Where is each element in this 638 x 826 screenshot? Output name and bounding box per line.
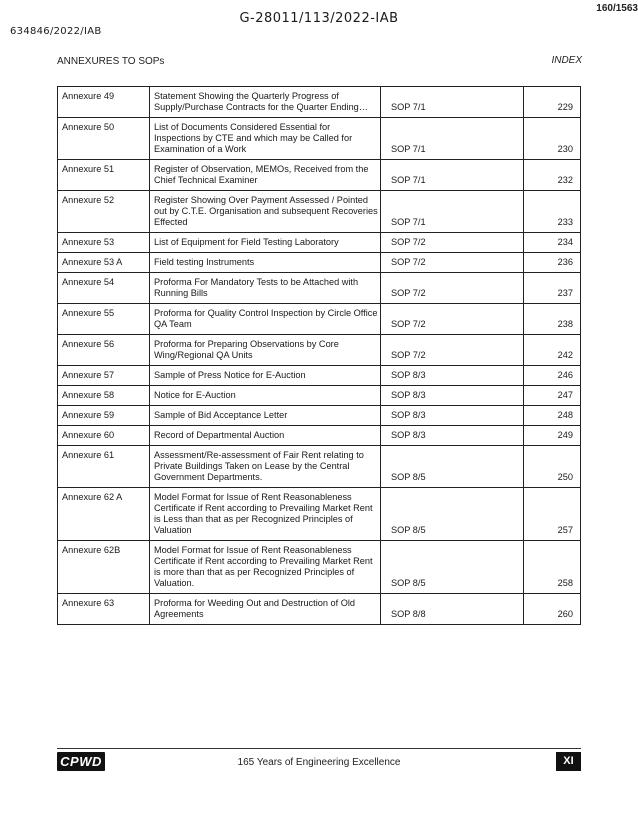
sop-reference: SOP 7/2 (381, 304, 524, 335)
table-row (58, 426, 581, 446)
annexure-number: Annexure 52 (58, 191, 150, 233)
table-row (58, 304, 581, 335)
table-row (58, 386, 581, 406)
table-row (58, 446, 581, 488)
section-title: ANNEXURES TO SOPs (57, 56, 165, 67)
annexure-title: Register of Observation, MEMOs, Received from the Chief Technical Examiner (150, 160, 381, 191)
annexure-title: Model Format for Issue of Rent Reasonableness Certificate if Rent according to Prevailing Market Rent is Less than that as per Recognized Principles of Valuation (150, 488, 381, 541)
annexure-title: Proforma for Weeding Out and Destruction of Old Agreements (150, 594, 381, 625)
page-number: 260 (524, 594, 581, 625)
sop-reference: SOP 7/1 (381, 118, 524, 160)
sop-reference: SOP 8/3 (381, 386, 524, 406)
annexure-title: Assessment/Re-assessment of Fair Rent relating to Private Buildings Taken on Lease by the Central Government Departments. (150, 446, 381, 488)
footer-divider (57, 748, 581, 749)
annexure-number: Annexure 62 A (58, 488, 150, 541)
sop-reference: SOP 7/2 (381, 253, 524, 273)
page-number: 248 (524, 406, 581, 426)
sop-reference: SOP 7/2 (381, 273, 524, 304)
table-row (58, 118, 581, 160)
annexure-number: Annexure 53 (58, 233, 150, 253)
annexure-title: List of Equipment for Field Testing Laboratory (150, 233, 381, 253)
file-number: G-28011/113/2022-IAB (239, 11, 399, 26)
annexure-title: Register Showing Over Payment Assessed / Pointed out by C.T.E. Organisation and subsequent Recoveries Effected (150, 191, 381, 233)
annexure-title: Statement Showing the Quarterly Progress of Supply/Purchase Contracts for the Quarter Ending… (150, 87, 381, 118)
page-number: 232 (524, 160, 581, 191)
page-number: 233 (524, 191, 581, 233)
page-number: 249 (524, 426, 581, 446)
annexure-number: Annexure 50 (58, 118, 150, 160)
sop-reference: SOP 8/5 (381, 446, 524, 488)
annexure-number: Annexure 49 (58, 87, 150, 118)
annexure-number: Annexure 58 (58, 386, 150, 406)
cpwd-logo: CPWD (57, 752, 105, 771)
sop-reference: SOP 8/3 (381, 406, 524, 426)
annexure-number: Annexure 60 (58, 426, 150, 446)
annexure-number: Annexure 54 (58, 273, 150, 304)
diary-number: 634846/2022/IAB (10, 26, 102, 37)
sop-reference: SOP 7/2 (381, 335, 524, 366)
sop-reference: SOP 7/1 (381, 191, 524, 233)
annexure-title: List of Documents Considered Essential for Inspections by CTE and which may be Called for Examination of a Work (150, 118, 381, 160)
annexure-number: Annexure 56 (58, 335, 150, 366)
annexure-title: Proforma For Mandatory Tests to be Attached with Running Bills (150, 273, 381, 304)
table-row (58, 488, 581, 541)
table-row (58, 406, 581, 426)
table-row (58, 366, 581, 386)
annexure-number: Annexure 53 A (58, 253, 150, 273)
page-number: 247 (524, 386, 581, 406)
page-number: 238 (524, 304, 581, 335)
table-row (58, 594, 581, 625)
table-row (58, 253, 581, 273)
annexure-title: Proforma for Quality Control Inspection by Circle Office QA Team (150, 304, 381, 335)
page-number: 230 (524, 118, 581, 160)
annexure-title: Proforma for Preparing Observations by Core Wing/Regional QA Units (150, 335, 381, 366)
page-number: 246 (524, 366, 581, 386)
annexure-title: Sample of Bid Acceptance Letter (150, 406, 381, 426)
annexure-number: Annexure 57 (58, 366, 150, 386)
annexure-title: Model Format for Issue of Rent Reasonableness Certificate if Rent according to Prevailing Market Rent is more than that as per Recognized Principles of Valuation. (150, 541, 381, 594)
roman-page-number: XI (556, 752, 581, 771)
sop-reference: SOP 8/8 (381, 594, 524, 625)
annexure-title: Sample of Press Notice for E-Auction (150, 366, 381, 386)
footer-tagline: 165 Years of Engineering Excellence (237, 757, 401, 768)
sop-reference: SOP 7/1 (381, 160, 524, 191)
table-row (58, 191, 581, 233)
annexure-number: Annexure 62B (58, 541, 150, 594)
sop-reference: SOP 8/5 (381, 541, 524, 594)
sop-reference: SOP 8/3 (381, 426, 524, 446)
table-row (58, 335, 581, 366)
annexure-number: Annexure 51 (58, 160, 150, 191)
sop-reference: SOP 7/1 (381, 87, 524, 118)
table-row (58, 233, 581, 253)
page-counter: 160/1563 (596, 3, 638, 14)
page-number: 236 (524, 253, 581, 273)
table-row (58, 541, 581, 594)
annexure-number: Annexure 63 (58, 594, 150, 625)
annexure-title: Record of Departmental Auction (150, 426, 381, 446)
index-label: INDEX (551, 55, 582, 66)
page-number: 257 (524, 488, 581, 541)
page-number: 250 (524, 446, 581, 488)
sop-reference: SOP 7/2 (381, 233, 524, 253)
table-row (58, 87, 581, 118)
page-number: 258 (524, 541, 581, 594)
page-number: 234 (524, 233, 581, 253)
annexure-index-table (57, 86, 581, 625)
annexure-title: Notice for E-Auction (150, 386, 381, 406)
annexure-number: Annexure 61 (58, 446, 150, 488)
annexure-number: Annexure 59 (58, 406, 150, 426)
page-number: 237 (524, 273, 581, 304)
table-row (58, 160, 581, 191)
page-number: 242 (524, 335, 581, 366)
sop-reference: SOP 8/5 (381, 488, 524, 541)
table-row (58, 273, 581, 304)
sop-reference: SOP 8/3 (381, 366, 524, 386)
annexure-title: Field testing Instruments (150, 253, 381, 273)
annexure-number: Annexure 55 (58, 304, 150, 335)
page-number: 229 (524, 87, 581, 118)
